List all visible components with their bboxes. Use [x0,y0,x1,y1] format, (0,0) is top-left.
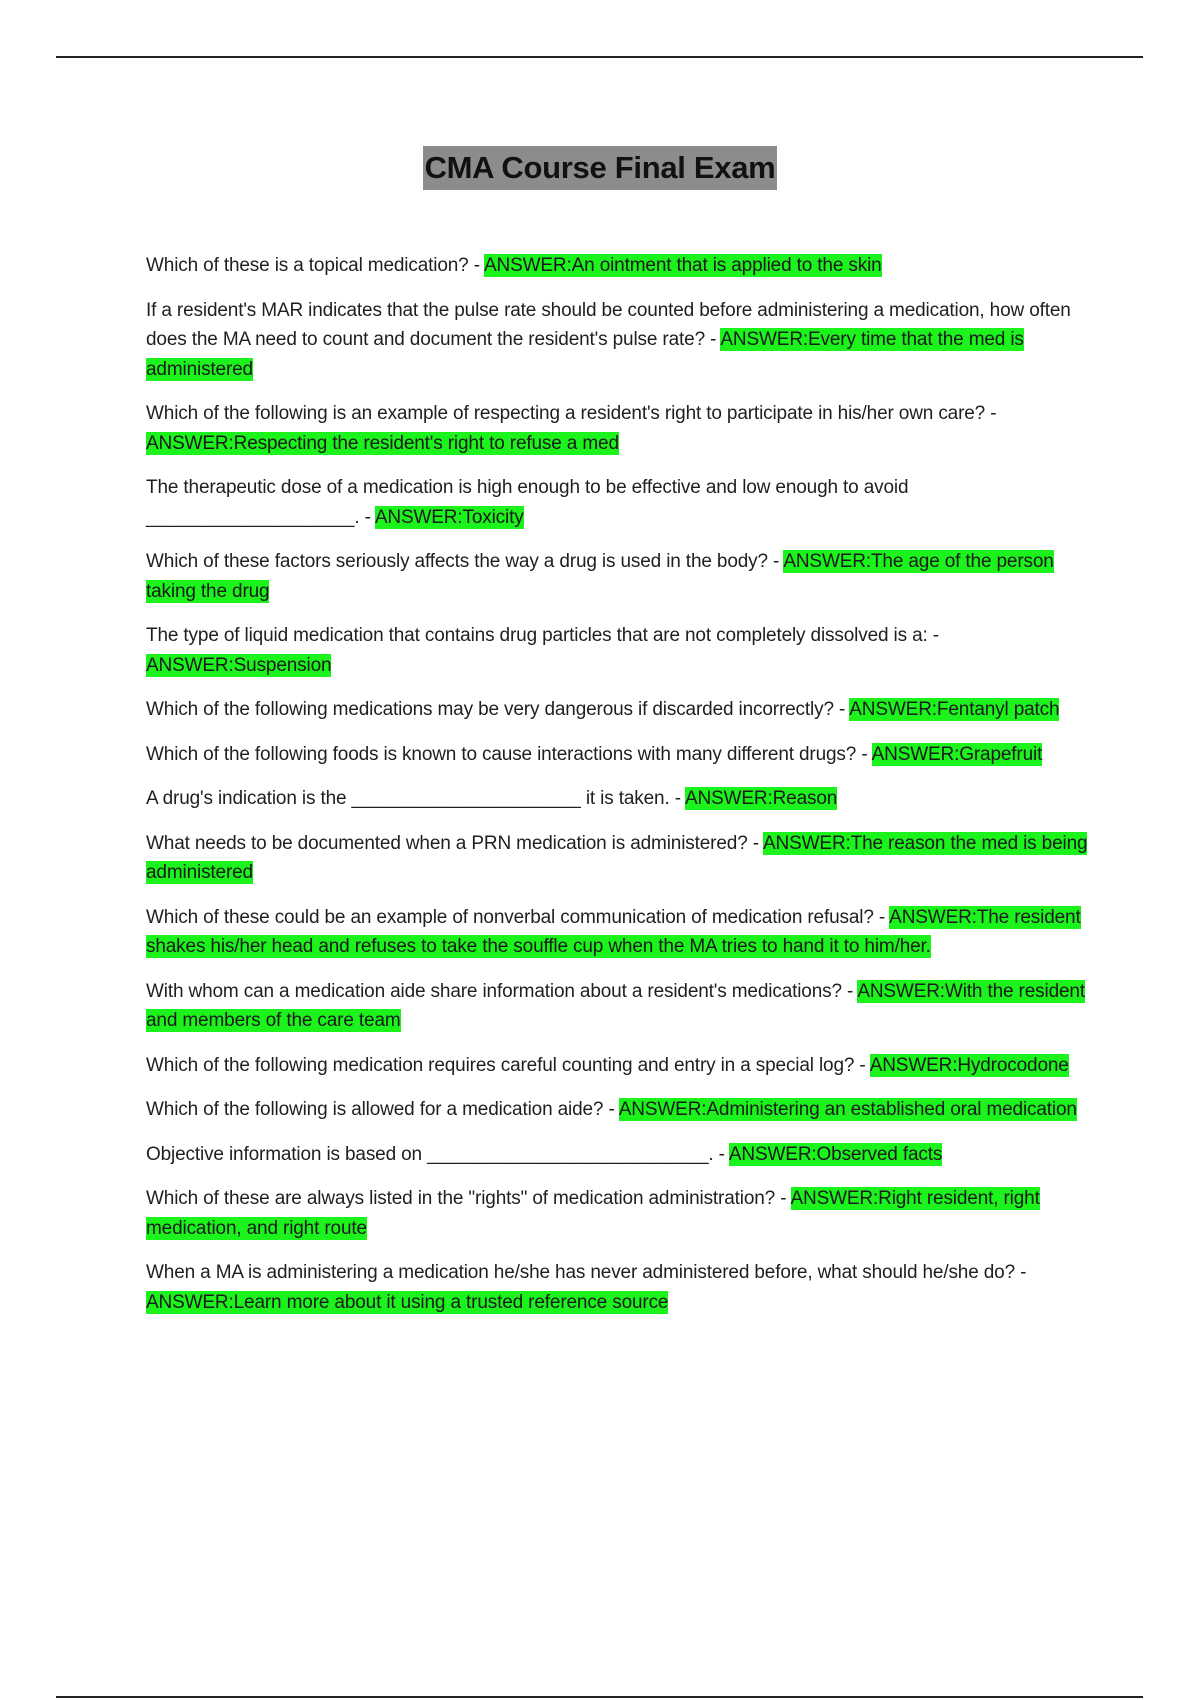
question-text: Which of these could be an example of nonverbal communication of medication refusal? - [146,906,886,928]
answer-highlight: ANSWER:Every time that the med is administered [146,329,1024,380]
question-text: Which of the following is allowed for a medication aide? - [146,1099,615,1120]
answer-highlight: ANSWER:Right resident, right medication, and right route [146,1188,1040,1239]
answer-highlight: ANSWER:Administering an established oral medication [618,1099,1077,1120]
question-text: If a resident's MAR indicates that the pulse rate should be counted before administering a medication, how often does the MA need to count and document the resident's pulse rate? - [146,299,1071,350]
question-text: Which of these is a topical medication? - [146,255,480,276]
question-list [146,251,1091,1332]
question-text: When a MA is administering a medication he/she has never administered before, what should he/she do? - [146,1262,1027,1283]
question-text: The type of liquid medication that contains drug particles that are not completely dissolved is a: - [146,625,939,646]
question-item [146,296,1091,385]
question-item [146,740,1091,770]
question-item [146,1095,1091,1125]
question-item [146,1140,1091,1170]
answer-highlight: ANSWER:Grapefruit [871,743,1043,765]
question-text: Which of the following is an example of respecting a resident's right to participate in his/her own care? - [146,403,997,424]
question-text: Which of these factors seriously affects the way a drug is used in the body? - [146,551,780,572]
title-container [0,146,1200,190]
question-text: Which of these are always listed in the "rights" of medication administration? - [146,1188,787,1209]
question-item [146,1184,1091,1243]
answer-highlight: ANSWER:An ointment that is applied to the skin [484,255,882,276]
question-text: Which of the following foods is known to cause interactions with many different drugs? - [146,743,868,765]
answer-highlight: ANSWER:Respecting the resident's right to refuse a med [146,432,619,454]
question-text: The therapeutic dose of a medication is high enough to be effective and low enough to avoid ____________________. - [146,477,909,528]
answer-highlight: ANSWER:Toxicity [374,506,524,528]
question-item [146,399,1091,458]
question-text: A drug's indication is the ______________________ it is taken. - [146,788,681,809]
answer-highlight: ANSWER:With the resident and members of the care team [146,980,1085,1031]
answer-highlight: ANSWER:Suspension [146,654,332,676]
answer-highlight: ANSWER:Hydrocodone [869,1054,1069,1076]
question-text: What needs to be documented when a PRN medication is administered? - [146,832,759,854]
question-item [146,547,1091,606]
question-item [146,621,1091,680]
question-text: Objective information is based on ___________________________. - [146,1143,725,1165]
answer-highlight: ANSWER:Reason [684,788,838,809]
header-rule [56,56,1143,58]
question-item [146,977,1091,1036]
question-item [146,903,1091,962]
question-item [146,1258,1091,1317]
question-item [146,1051,1091,1081]
answer-highlight: ANSWER:The reason the med is being administered [146,832,1088,883]
question-text: With whom can a medication aide share information about a resident's medications? - [146,980,854,1002]
question-text: Which of the following medications may be very dangerous if discarded incorrectly? - [146,699,846,720]
answer-highlight: ANSWER:The resident shakes his/her head and refuses to take the souffle cup when the MA tries to hand it to him/her. [146,906,1081,957]
answer-highlight: ANSWER:Fentanyl patch [849,699,1060,720]
question-item [146,784,1091,814]
footer-rule [56,1696,1143,1698]
answer-highlight: ANSWER:Learn more about it using a trusted reference source [146,1291,669,1313]
question-item [146,251,1091,281]
question-item [146,695,1091,725]
page-title: CMA Course Final Exam [423,146,778,190]
answer-highlight: ANSWER:The age of the person taking the drug [146,551,1054,602]
answer-highlight: ANSWER:Observed facts [728,1143,943,1165]
question-text: Which of the following medication requires careful counting and entry in a special log? - [146,1054,866,1076]
question-item [146,473,1091,532]
question-item [146,829,1091,888]
